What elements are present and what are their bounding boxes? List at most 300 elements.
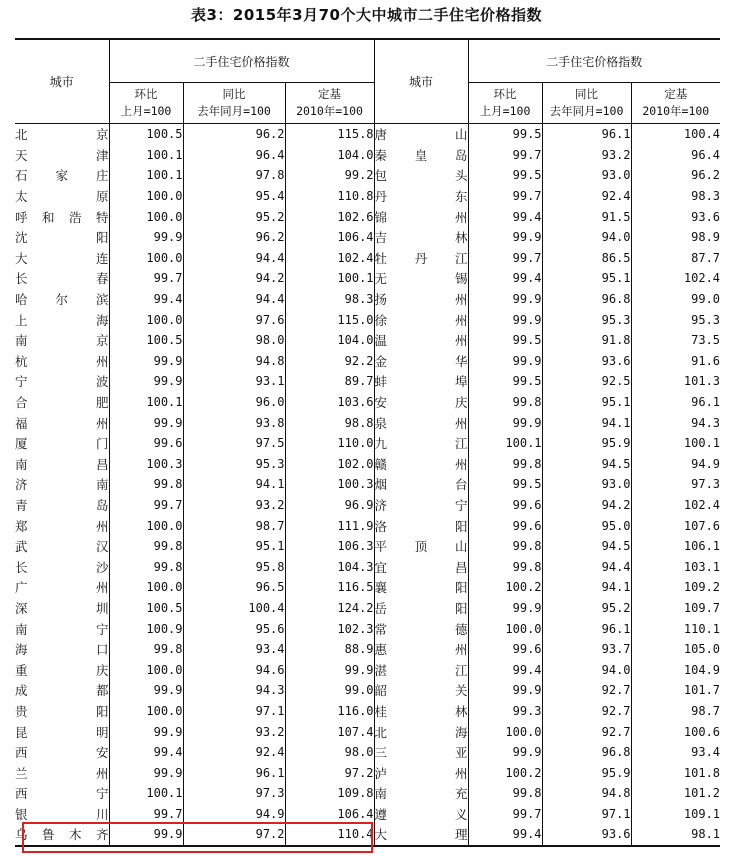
left-yoy-cell: 94.8 [183, 351, 285, 372]
left-city-cell: 石家庄 [15, 168, 109, 184]
right-mom-cell: 99.8 [468, 454, 542, 475]
table-row [15, 248, 720, 269]
table-row [15, 783, 720, 804]
right-city-cell: 秦皇岛 [374, 145, 468, 166]
left-yoy-cell: 93.4 [183, 639, 285, 660]
right-base-cell: 93.4 [631, 742, 720, 763]
table-row [15, 330, 720, 351]
right-mom-cell: 99.5 [468, 474, 542, 495]
left-mom-cell: 100.0 [109, 248, 183, 269]
left-mom-cell: 99.9 [109, 721, 183, 742]
left-base-cell: 100.1 [285, 268, 374, 289]
right-base-cell: 109.7 [631, 598, 720, 619]
left-city-cell: 天津 [15, 147, 109, 163]
right-base-cell: 100.6 [631, 721, 720, 742]
left-city-cell: 沈阳 [15, 230, 109, 246]
table-row [15, 515, 720, 536]
left-city-cell: 呼和浩特 [15, 209, 109, 225]
right-city-cell: 济宁 [374, 495, 468, 516]
right-yoy-cell: 93.2 [542, 145, 631, 166]
left-yoy-cell: 96.2 [183, 227, 285, 248]
left-city-cell: 青岛 [15, 497, 109, 513]
right-city-cell: 惠州 [374, 639, 468, 660]
right-mom-cell: 99.9 [468, 412, 542, 433]
left-yoy-cell: 95.2 [183, 206, 285, 227]
right-city-cell: 泉州 [374, 412, 468, 433]
left-yoy-cell: 96.0 [183, 392, 285, 413]
table-row [15, 618, 720, 639]
left-base-cell: 102.0 [285, 454, 374, 475]
right-mom-cell: 99.3 [468, 701, 542, 722]
right-city-cell: 岳阳 [374, 598, 468, 619]
right-mom-cell: 99.7 [468, 804, 542, 825]
right-yoy-cell: 92.4 [542, 186, 631, 207]
left-base-cell: 110.8 [285, 186, 374, 207]
left-mom-cell: 100.1 [109, 783, 183, 804]
mom-header-left: 环比 上月=100 [109, 83, 183, 124]
right-base-cell: 98.7 [631, 701, 720, 722]
right-yoy-cell: 91.8 [542, 330, 631, 351]
mom-header-right: 环比 上月=100 [468, 83, 542, 124]
right-base-cell: 102.4 [631, 495, 720, 516]
right-base-cell: 98.1 [631, 824, 720, 846]
table-row [15, 289, 720, 310]
table-row [15, 659, 720, 680]
left-base-cell: 96.9 [285, 495, 374, 516]
right-base-cell: 101.2 [631, 783, 720, 804]
left-mom-cell: 99.8 [109, 474, 183, 495]
left-base-cell: 99.2 [285, 165, 374, 186]
left-city-cell: 兰州 [15, 765, 109, 781]
left-yoy-cell: 94.4 [183, 248, 285, 269]
left-base-cell: 109.8 [285, 783, 374, 804]
right-city-cell: 吉林 [374, 227, 468, 248]
right-mom-cell: 99.8 [468, 556, 542, 577]
right-city-cell: 徐州 [374, 309, 468, 330]
table-row [15, 762, 720, 783]
right-city-cell: 韶关 [374, 680, 468, 701]
left-mom-cell: 99.6 [109, 433, 183, 454]
index-group-header-left: 二手住宅价格指数 [109, 39, 374, 83]
right-mom-cell: 99.8 [468, 536, 542, 557]
right-base-cell: 101.3 [631, 371, 720, 392]
right-mom-cell: 100.0 [468, 618, 542, 639]
left-yoy-cell: 95.6 [183, 618, 285, 639]
left-yoy-cell: 97.2 [183, 824, 285, 846]
left-yoy-cell: 97.8 [183, 165, 285, 186]
right-base-cell: 94.9 [631, 454, 720, 475]
table-title: 表3：2015年3月70个大中城市二手住宅价格指数 [191, 6, 542, 24]
right-mom-cell: 99.5 [468, 124, 542, 145]
right-base-cell: 109.1 [631, 804, 720, 825]
right-yoy-cell: 95.3 [542, 309, 631, 330]
right-yoy-cell: 95.0 [542, 515, 631, 536]
left-city-cell: 郑州 [15, 518, 109, 534]
left-base-cell: 116.5 [285, 577, 374, 598]
left-city-cell: 乌鲁木齐 [15, 824, 109, 846]
left-city-cell: 西宁 [15, 786, 109, 802]
right-yoy-cell: 94.8 [542, 783, 631, 804]
table-row [15, 474, 720, 495]
right-mom-cell: 99.7 [468, 145, 542, 166]
right-mom-cell: 99.7 [468, 186, 542, 207]
right-base-cell: 110.1 [631, 618, 720, 639]
right-city-cell: 金华 [374, 351, 468, 372]
right-base-cell: 98.9 [631, 227, 720, 248]
left-yoy-cell: 96.1 [183, 762, 285, 783]
right-yoy-cell: 96.8 [542, 742, 631, 763]
right-base-cell: 103.1 [631, 556, 720, 577]
right-city-cell: 扬州 [374, 289, 468, 310]
left-city-cell: 南昌 [15, 456, 109, 472]
left-mom-cell: 99.9 [109, 680, 183, 701]
left-city-cell: 昆明 [15, 724, 109, 740]
right-base-cell: 105.0 [631, 639, 720, 660]
left-mom-cell: 100.0 [109, 577, 183, 598]
right-base-cell: 104.9 [631, 659, 720, 680]
right-mom-cell: 99.6 [468, 495, 542, 516]
right-base-cell: 87.7 [631, 248, 720, 269]
right-mom-cell: 99.5 [468, 330, 542, 351]
right-city-cell: 桂林 [374, 701, 468, 722]
right-yoy-cell: 94.5 [542, 536, 631, 557]
left-mom-cell: 99.9 [109, 371, 183, 392]
right-mom-cell: 99.4 [468, 824, 542, 846]
right-mom-cell: 99.6 [468, 515, 542, 536]
left-mom-cell: 99.8 [109, 639, 183, 660]
left-mom-cell: 100.0 [109, 701, 183, 722]
table-row [15, 186, 720, 207]
left-mom-cell: 100.1 [109, 165, 183, 186]
table-body [15, 124, 720, 846]
table-row [15, 145, 720, 166]
right-yoy-cell: 93.0 [542, 165, 631, 186]
left-base-cell: 106.4 [285, 804, 374, 825]
left-mom-cell: 99.4 [109, 289, 183, 310]
left-base-cell: 115.0 [285, 309, 374, 330]
right-base-cell: 99.0 [631, 289, 720, 310]
left-city-cell: 合肥 [15, 395, 109, 411]
right-city-cell: 南充 [374, 783, 468, 804]
right-base-cell: 94.3 [631, 412, 720, 433]
right-base-cell: 101.8 [631, 762, 720, 783]
right-city-cell: 常德 [374, 618, 468, 639]
left-city-cell: 长沙 [15, 559, 109, 575]
left-city-cell: 哈尔滨 [15, 292, 109, 308]
right-mom-cell: 99.8 [468, 392, 542, 413]
right-yoy-cell: 94.1 [542, 577, 631, 598]
left-city-cell: 银川 [15, 806, 109, 822]
right-city-cell: 宜昌 [374, 556, 468, 577]
right-yoy-cell: 92.7 [542, 721, 631, 742]
left-yoy-cell: 96.2 [183, 124, 285, 145]
right-mom-cell: 99.6 [468, 639, 542, 660]
left-base-cell: 99.0 [285, 680, 374, 701]
right-yoy-cell: 94.5 [542, 454, 631, 475]
left-base-cell: 104.0 [285, 145, 374, 166]
right-yoy-cell: 94.1 [542, 412, 631, 433]
right-yoy-cell: 96.1 [542, 124, 631, 145]
right-yoy-cell: 95.1 [542, 268, 631, 289]
left-yoy-cell: 96.4 [183, 145, 285, 166]
right-base-cell: 96.4 [631, 145, 720, 166]
left-base-cell: 92.2 [285, 351, 374, 372]
left-yoy-cell: 94.2 [183, 268, 285, 289]
right-yoy-cell: 93.7 [542, 639, 631, 660]
left-mom-cell: 99.9 [109, 824, 183, 846]
left-base-cell: 104.3 [285, 556, 374, 577]
left-city-cell: 福州 [15, 415, 109, 431]
table-row [15, 309, 720, 330]
table-row [15, 536, 720, 557]
left-mom-cell: 100.0 [109, 515, 183, 536]
right-mom-cell: 100.2 [468, 762, 542, 783]
table-row [15, 495, 720, 516]
left-city-cell: 宁波 [15, 374, 109, 390]
right-city-cell: 温州 [374, 330, 468, 351]
right-base-cell: 96.2 [631, 165, 720, 186]
right-base-cell: 109.2 [631, 577, 720, 598]
right-yoy-cell: 95.1 [542, 392, 631, 413]
right-yoy-cell: 92.7 [542, 701, 631, 722]
table-row [15, 577, 720, 598]
left-yoy-cell: 93.2 [183, 721, 285, 742]
right-city-cell: 洛阳 [374, 515, 468, 536]
right-base-cell: 107.6 [631, 515, 720, 536]
right-city-cell: 丹东 [374, 186, 468, 207]
left-mom-cell: 99.7 [109, 268, 183, 289]
table-row [15, 556, 720, 577]
right-yoy-cell: 86.5 [542, 248, 631, 269]
table-row [15, 454, 720, 475]
left-base-cell: 116.0 [285, 701, 374, 722]
left-mom-cell: 100.3 [109, 454, 183, 475]
left-yoy-cell: 96.5 [183, 577, 285, 598]
left-yoy-cell: 94.4 [183, 289, 285, 310]
left-base-cell: 98.0 [285, 742, 374, 763]
left-city-cell: 北京 [15, 127, 109, 143]
right-base-cell: 93.6 [631, 206, 720, 227]
right-city-cell: 牡丹江 [374, 248, 468, 269]
left-base-cell: 111.9 [285, 515, 374, 536]
table-row [15, 804, 720, 825]
left-mom-cell: 99.8 [109, 556, 183, 577]
left-mom-cell: 100.0 [109, 206, 183, 227]
right-base-cell: 98.3 [631, 186, 720, 207]
left-mom-cell: 100.1 [109, 392, 183, 413]
left-city-cell: 大连 [15, 250, 109, 266]
city-header-left: 城市 [15, 39, 109, 124]
left-base-cell: 88.9 [285, 639, 374, 660]
right-city-cell: 平顶山 [374, 536, 468, 557]
left-city-cell: 南京 [15, 333, 109, 349]
right-mom-cell: 99.9 [468, 680, 542, 701]
right-mom-cell: 100.1 [468, 433, 542, 454]
base-header-right: 定基 2010年=100 [631, 83, 720, 124]
left-yoy-cell: 100.4 [183, 598, 285, 619]
right-city-cell: 北海 [374, 721, 468, 742]
right-base-cell: 101.7 [631, 680, 720, 701]
right-mom-cell: 99.9 [468, 227, 542, 248]
left-mom-cell: 99.9 [109, 351, 183, 372]
right-mom-cell: 99.9 [468, 309, 542, 330]
table-row [15, 598, 720, 619]
right-city-cell: 安庆 [374, 392, 468, 413]
right-base-cell: 102.4 [631, 268, 720, 289]
left-yoy-cell: 94.3 [183, 680, 285, 701]
left-base-cell: 106.3 [285, 536, 374, 557]
left-base-cell: 104.0 [285, 330, 374, 351]
right-mom-cell: 99.7 [468, 248, 542, 269]
left-base-cell: 106.4 [285, 227, 374, 248]
left-mom-cell: 100.0 [109, 659, 183, 680]
table-row [15, 268, 720, 289]
right-yoy-cell: 96.8 [542, 289, 631, 310]
right-yoy-cell: 97.1 [542, 804, 631, 825]
left-mom-cell: 99.8 [109, 536, 183, 557]
right-base-cell: 95.3 [631, 309, 720, 330]
left-base-cell: 110.4 [285, 824, 374, 846]
right-city-cell: 无锡 [374, 268, 468, 289]
left-base-cell: 110.0 [285, 433, 374, 454]
left-yoy-cell: 95.8 [183, 556, 285, 577]
right-yoy-cell: 95.9 [542, 433, 631, 454]
right-mom-cell: 99.5 [468, 371, 542, 392]
table-row [15, 124, 720, 145]
left-city-cell: 南宁 [15, 621, 109, 637]
base-header-left: 定基 2010年=100 [285, 83, 374, 124]
left-mom-cell: 100.1 [109, 145, 183, 166]
left-yoy-cell: 95.4 [183, 186, 285, 207]
left-city-cell: 厦门 [15, 436, 109, 452]
right-mom-cell: 99.5 [468, 165, 542, 186]
left-base-cell: 98.3 [285, 289, 374, 310]
left-base-cell: 107.4 [285, 721, 374, 742]
left-mom-cell: 99.4 [109, 742, 183, 763]
right-base-cell: 96.1 [631, 392, 720, 413]
left-mom-cell: 100.9 [109, 618, 183, 639]
index-group-header-right: 二手住宅价格指数 [468, 39, 720, 83]
left-yoy-cell: 97.3 [183, 783, 285, 804]
left-yoy-cell: 93.1 [183, 371, 285, 392]
left-city-cell: 济南 [15, 477, 109, 493]
right-mom-cell: 99.4 [468, 659, 542, 680]
right-base-cell: 91.6 [631, 351, 720, 372]
table-row [15, 721, 720, 742]
left-base-cell: 98.8 [285, 412, 374, 433]
left-yoy-cell: 98.0 [183, 330, 285, 351]
left-mom-cell: 100.0 [109, 309, 183, 330]
left-city-cell: 长春 [15, 271, 109, 287]
left-mom-cell: 100.5 [109, 124, 183, 145]
left-yoy-cell: 95.3 [183, 454, 285, 475]
right-city-cell: 襄阳 [374, 577, 468, 598]
left-city-cell: 广州 [15, 580, 109, 596]
table-row [15, 701, 720, 722]
left-yoy-cell: 97.5 [183, 433, 285, 454]
left-mom-cell: 100.5 [109, 330, 183, 351]
left-base-cell: 102.6 [285, 206, 374, 227]
table-row [15, 742, 720, 763]
right-mom-cell: 100.0 [468, 721, 542, 742]
right-mom-cell: 99.4 [468, 206, 542, 227]
right-mom-cell: 99.9 [468, 289, 542, 310]
right-city-cell: 唐山 [374, 124, 468, 145]
right-yoy-cell: 91.5 [542, 206, 631, 227]
right-yoy-cell: 92.5 [542, 371, 631, 392]
right-mom-cell: 99.9 [468, 742, 542, 763]
left-city-cell: 深圳 [15, 600, 109, 616]
table-row [15, 392, 720, 413]
left-city-cell: 成都 [15, 683, 109, 699]
right-mom-cell: 99.9 [468, 598, 542, 619]
right-yoy-cell: 95.9 [542, 762, 631, 783]
left-mom-cell: 99.7 [109, 804, 183, 825]
right-mom-cell: 99.9 [468, 351, 542, 372]
city-header-right: 城市 [374, 39, 468, 124]
table-row [15, 371, 720, 392]
left-yoy-cell: 94.1 [183, 474, 285, 495]
left-city-cell: 重庆 [15, 662, 109, 678]
right-city-cell: 赣州 [374, 454, 468, 475]
table-row [15, 680, 720, 701]
table-row [15, 206, 720, 227]
right-yoy-cell: 95.2 [542, 598, 631, 619]
left-city-cell: 贵阳 [15, 703, 109, 719]
left-yoy-cell: 93.2 [183, 495, 285, 516]
right-yoy-cell: 94.2 [542, 495, 631, 516]
right-yoy-cell: 96.1 [542, 618, 631, 639]
left-mom-cell: 99.9 [109, 412, 183, 433]
left-base-cell: 100.3 [285, 474, 374, 495]
left-base-cell: 89.7 [285, 371, 374, 392]
right-base-cell: 100.4 [631, 124, 720, 145]
right-city-cell: 烟台 [374, 474, 468, 495]
right-yoy-cell: 94.0 [542, 227, 631, 248]
left-yoy-cell: 94.6 [183, 659, 285, 680]
right-base-cell: 97.3 [631, 474, 720, 495]
right-mom-cell: 100.2 [468, 577, 542, 598]
right-yoy-cell: 93.6 [542, 824, 631, 846]
right-city-cell: 遵义 [374, 804, 468, 825]
left-city-cell: 上海 [15, 312, 109, 328]
right-yoy-cell: 92.7 [542, 680, 631, 701]
yoy-header-right: 同比 去年同月=100 [542, 83, 631, 124]
left-city-cell: 海口 [15, 642, 109, 658]
right-base-cell: 106.1 [631, 536, 720, 557]
left-base-cell: 102.3 [285, 618, 374, 639]
left-mom-cell: 99.9 [109, 227, 183, 248]
right-yoy-cell: 93.6 [542, 351, 631, 372]
right-mom-cell: 99.4 [468, 268, 542, 289]
table-row [15, 639, 720, 660]
right-yoy-cell: 94.0 [542, 659, 631, 680]
right-yoy-cell: 94.4 [542, 556, 631, 577]
table-row [15, 824, 720, 846]
table-row [15, 351, 720, 372]
left-base-cell: 99.9 [285, 659, 374, 680]
table-row [15, 433, 720, 454]
right-yoy-cell: 93.0 [542, 474, 631, 495]
left-yoy-cell: 97.1 [183, 701, 285, 722]
left-city-cell: 杭州 [15, 353, 109, 369]
price-index-table [15, 38, 720, 847]
left-city-cell: 武汉 [15, 539, 109, 555]
left-base-cell: 124.2 [285, 598, 374, 619]
left-city-cell: 西安 [15, 745, 109, 761]
table-row [15, 227, 720, 248]
left-mom-cell: 100.0 [109, 186, 183, 207]
